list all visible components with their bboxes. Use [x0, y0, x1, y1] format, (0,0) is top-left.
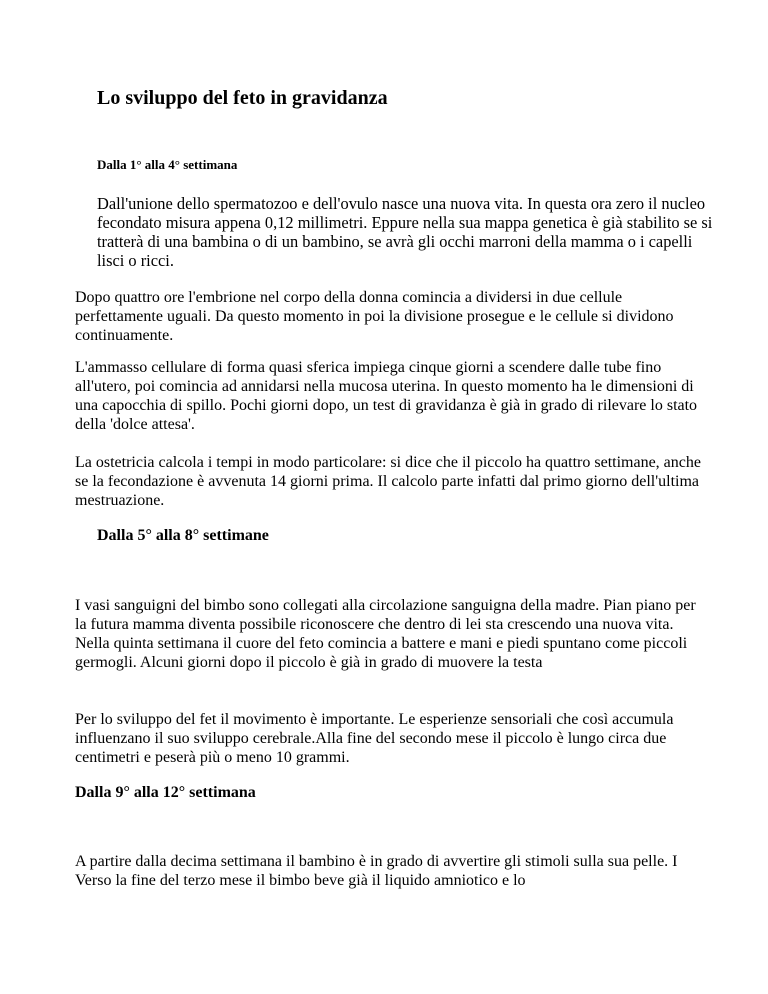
section-heading-week-9-12: Dalla 9° alla 12° settimana	[75, 784, 256, 801]
section-heading-week-5-8: Dalla 5° alla 8° settimane	[97, 527, 269, 544]
paragraph-cell-mass: L'ammasso cellulare di forma quasi sferica impiega cinque giorni a scendere dalle tube fino all'utero, poi comincia ad annidarsi nella mucosa uterina. In questo momento ha le dimensioni di una capocchia di spillo. Pochi giorni dopo, un test di gravidanza è già in grado di rilevare lo stato della 'dolce attesa'.	[75, 359, 698, 433]
paragraph-blood-vessels: I vasi sanguigni del bimbo sono collegati alla circolazione sanguigna della madre. Pian piano per la futura mamma diventa possibile riconoscere che dentro di lei sta crescendo una nuova vita. Nella quinta settimana il cuore del feto comincia a battere e mani e piedi spuntano come piccoli germogli. Alcuni giorni dopo il piccolo è già in grado di muovere la testa	[75, 597, 696, 671]
paragraph-movement: Per lo sviluppo del fet il movimento è importante. Le esperienze sensoriali che così accumula influenzano il suo sviluppo cerebrale.Alla fine del secondo mese il piccolo è lungo circa due centimetri e peserà più o meno 10 grammi.	[75, 711, 674, 766]
paragraph-embryo-division: Dopo quattro ore l'embrione nel corpo della donna comincia a dividersi in due cellule perfettamente uguali. Da questo momento in poi la divisione prosegue e le cellule si dividono continuamente.	[75, 289, 674, 344]
paragraph-intro: Dall'unione dello spermatozoo e dell'ovulo nasce una nuova vita. In questa ora zero il nucleo fecondato misura appena 0,12 millimetri. Eppure nella sua mappa genetica è già stabilito se si tratterà di una bambina o di un bambino, se avrà gli occhi marroni della mamma o i capelli lisci o ricci.	[97, 194, 713, 270]
document-title: Lo sviluppo del feto in gravidanza	[97, 87, 388, 109]
section-heading-week-1-4: Dalla 1° alla 4° settimana	[97, 157, 238, 172]
paragraph-tenth-week: A partire dalla decima settimana il bambino è in grado di avvertire gli stimoli sulla sua pelle. I Verso la fine del terzo mese il bimbo beve già il liquido amniotico e lo	[75, 853, 678, 889]
paragraph-obstetrics: La ostetricia calcola i tempi in modo particolare: si dice che il piccolo ha quattro settimane, anche se la fecondazione è avvenuta 14 giorni prima. Il calcolo parte infatti dal primo giorno dell'ultima mestruazione.	[75, 454, 701, 509]
